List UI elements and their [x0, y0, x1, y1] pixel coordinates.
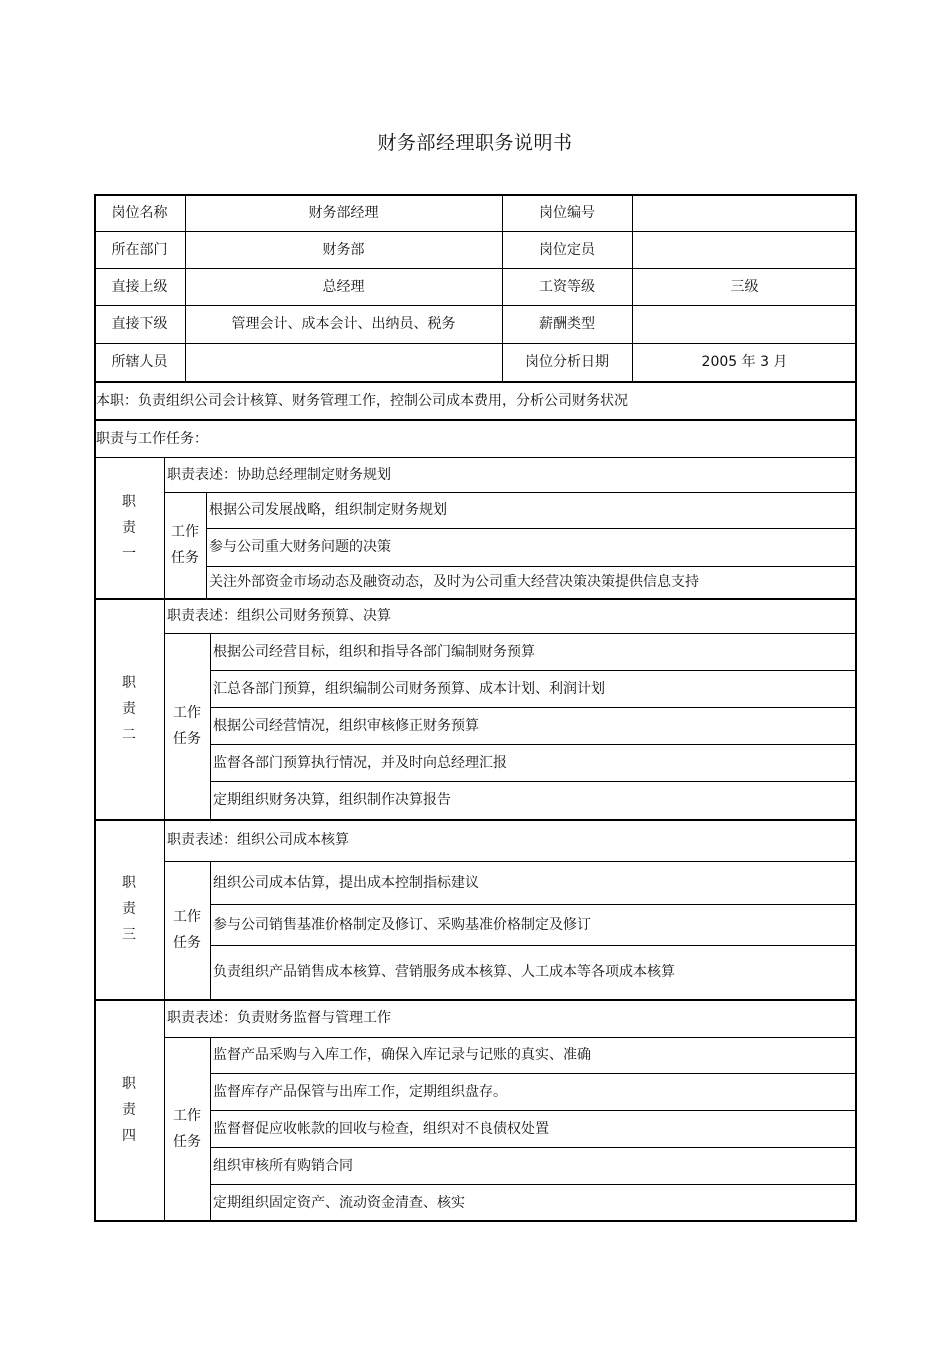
task-item: 监督库存产品保管与出库工作，定期组织盘存。 [213, 1083, 507, 1100]
duty-4-task-label [164, 1037, 210, 1221]
superior-label: 直接上级 [111, 278, 168, 295]
duty-1-label [94, 457, 164, 598]
task-item: 参与公司重大财务问题的决策 [209, 539, 391, 555]
duty-label-char: 职 [122, 493, 136, 510]
task-item: 负责组织产品销售成本核算、营销服务成本核算、人工成本等各项成本核算 [213, 964, 675, 980]
staff-value [185, 343, 502, 381]
task-item: 根据公司发展战略，组织制定财务规划 [209, 502, 447, 518]
grade-value: 三级 [730, 278, 759, 295]
task-label-text: 工作 [173, 1108, 201, 1124]
task-label-text: 工作 [173, 909, 201, 925]
subordinate-value: 管理会计、成本会计、出纳员、税务 [231, 316, 456, 332]
duty-3-label [94, 819, 164, 999]
post-code-value [632, 194, 857, 231]
task-item: 根据公司经营情况，组织审核修正财务预算 [213, 717, 479, 734]
headcount-label: 岗位定员 [539, 241, 595, 258]
duty-4-label [94, 999, 164, 1221]
headcount-value [632, 231, 857, 268]
duty-3-task-label [164, 861, 210, 999]
task-item: 关注外部资金市场动态及融资动态，及时为公司重大经营决策决策提供信息支持 [209, 574, 699, 590]
dept-label: 所在部门 [111, 241, 168, 258]
duty-2-statement: 职责表述：组织公司财务预算、决算 [167, 607, 391, 624]
task-item: 组织审核所有购销合同 [213, 1157, 353, 1174]
task-item: 汇总各部门预算，组织编制公司财务预算、成本计划、利润计划 [213, 680, 605, 697]
job-summary: 本职：负责组织公司会计核算、财务管理工作，控制公司成本费用，分析公司财务状况 [96, 392, 628, 409]
task-item: 定期组织财务决算，组织制作决算报告 [213, 792, 451, 808]
duty-2-task-label [164, 633, 210, 819]
duty-label-char: 责 [122, 700, 136, 717]
duty-label-char: 责 [122, 901, 136, 917]
staff-label: 所辖人员 [111, 354, 168, 370]
task-label-text: 工作 [173, 705, 201, 721]
duty-label-char: 职 [122, 875, 136, 891]
duty-1-task-label [164, 492, 206, 598]
task-label-text: 任务 [173, 935, 201, 951]
duty-label-char: 责 [122, 519, 136, 536]
duty-3-statement: 职责表述：组织公司成本核算 [167, 832, 349, 848]
post-code-label: 岗位编号 [539, 204, 595, 221]
duty-2-label [94, 598, 164, 819]
task-item: 定期组织固定资产、流动资金清查、核实 [213, 1194, 465, 1211]
dept-value: 财务部 [322, 241, 365, 258]
subordinate-label: 直接下级 [111, 316, 168, 332]
task-label-text: 任务 [173, 731, 201, 747]
task-label-text: 任务 [173, 1134, 201, 1150]
post-name-label: 岗位名称 [111, 204, 168, 221]
salary-type-value [632, 305, 857, 343]
grade-label: 工资等级 [539, 278, 595, 295]
duty-label-char: 四 [122, 1128, 136, 1144]
task-item: 根据公司经营目标，组织和指导各部门编制财务预算 [213, 643, 535, 660]
duty-1-statement: 职责表述：协助总经理制定财务规划 [167, 466, 391, 483]
duty-label-char: 职 [122, 1076, 136, 1092]
document-title: 财务部经理职务说明书 [377, 132, 573, 154]
task-item: 监督产品采购与入库工作，确保入库记录与记账的真实、准确 [213, 1047, 591, 1063]
duty-label-char: 二 [122, 726, 136, 743]
task-item: 组织公司成本估算，提出成本控制指标建议 [213, 874, 479, 891]
task-item: 参与公司销售基准价格制定及修订、采购基准价格制定及修订 [213, 916, 591, 933]
task-label-text: 工作 [171, 524, 199, 540]
duty-label-char: 责 [122, 1102, 136, 1118]
salary-type-label: 薪酬类型 [539, 316, 595, 332]
analysis-date-label: 岗位分析日期 [525, 354, 609, 370]
duties-header: 职责与工作任务： [96, 430, 208, 447]
duty-label-char: 一 [122, 545, 136, 562]
task-item: 监督各部门预算执行情况，并及时向总经理汇报 [213, 754, 507, 771]
duty-4-statement: 职责表述：负责财务监督与管理工作 [167, 1010, 391, 1026]
duty-label-char: 三 [122, 927, 136, 943]
post-name-value: 财务部经理 [308, 204, 379, 221]
analysis-date-value: 2005 年 3 月 [701, 354, 788, 370]
task-label-text: 任务 [171, 550, 199, 566]
duty-label-char: 职 [122, 674, 136, 691]
task-item: 监督督促应收帐款的回收与检查，组织对不良债权处置 [213, 1120, 549, 1137]
superior-value: 总经理 [322, 278, 365, 295]
